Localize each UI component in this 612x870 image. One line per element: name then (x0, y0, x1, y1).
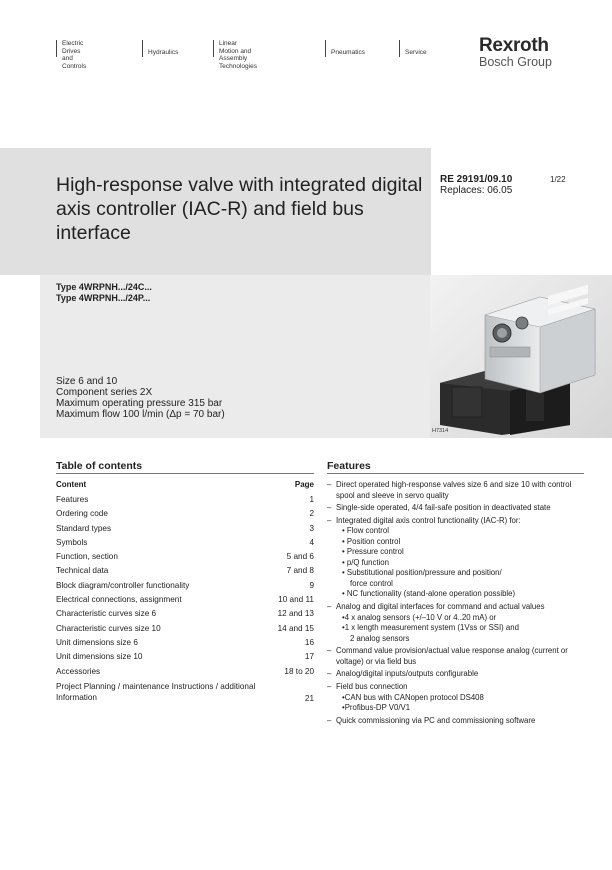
subitem-text: Substitutional position/pressure and position/ (346, 568, 502, 578)
key-specs (56, 376, 225, 420)
toc-page: 1 (309, 495, 314, 504)
feature-text: Integrated digital axis control functionality (IAC-R) for: (336, 515, 521, 525)
toc-label: Accessories (56, 666, 101, 676)
spec-flow: Maximum flow 100 l/min (Δp = 70 bar) (56, 409, 225, 420)
toc-label: Function, section (56, 552, 118, 562)
toc-divider (56, 473, 314, 474)
bullet-glyph: • (342, 612, 345, 622)
toc-label: Technical data (56, 566, 109, 576)
subitem-text: p/Q function (346, 557, 389, 567)
feature-subitem (336, 526, 587, 537)
toc-row[interactable] (56, 536, 314, 550)
type-line-1: Type 4WRPNH.../24C... (56, 282, 152, 292)
subitem-text: NC functionality (stand-alone operation possible) (346, 589, 516, 599)
type-line-2: Type 4WRPNH.../24P... (56, 293, 151, 303)
toc-row[interactable] (56, 650, 314, 664)
toc-row[interactable] (56, 564, 314, 578)
feature-subitem (336, 568, 587, 579)
dash-glyph: – (327, 480, 332, 489)
toc-row[interactable] (56, 550, 314, 564)
nav-service[interactable]: Service (399, 40, 427, 57)
toc-label: Project Planning / maintenance Instructions / additional Information (56, 681, 256, 702)
document-meta (440, 175, 512, 196)
document-title: High-response valve with integrated digital axis controller (IAC-R) and field bus interface (56, 174, 423, 244)
feature-subitem (336, 703, 587, 714)
feature-text: Quick commissioning via PC and commissioning software (336, 715, 536, 725)
toc-row[interactable] (56, 636, 314, 650)
toc-page: 7 and 8 (286, 566, 314, 576)
toc-label: Characteristic curves size 10 (56, 623, 161, 633)
rexroth-logo (479, 36, 579, 69)
toc-page: 12 and 13 (277, 609, 314, 619)
type-designations (56, 282, 152, 304)
features-divider (327, 473, 584, 474)
feature-text: Single-side operated, 4/4 fail-safe position in deactivated state (336, 503, 551, 513)
dash-glyph: – (327, 715, 332, 725)
toc-page: 21 (304, 693, 314, 703)
toc-row[interactable] (56, 622, 314, 636)
toc-page: 5 and 6 (286, 552, 314, 562)
feature-subitem-cont: 2 analog sensors (350, 633, 410, 643)
feature-text: Direct operated high-response valves size 6 and size 10 with control spool and sleeve in servo quality (336, 480, 572, 500)
feature-text: Field bus connection (336, 682, 408, 692)
nav-pneumatics[interactable]: Pneumatics (325, 40, 365, 57)
dash-glyph: – (327, 646, 332, 656)
bullet-glyph: • (342, 568, 345, 578)
toc-label: Standard types (56, 523, 112, 533)
toc-header (56, 480, 314, 489)
toc-row[interactable] (56, 493, 314, 507)
spec-series: Component series 2X (56, 387, 153, 398)
toc-page: 2 (309, 509, 314, 519)
dash-glyph: – (327, 515, 332, 525)
toc-label: Characteristic curves size 6 (56, 609, 157, 619)
subitem-text: Pressure control (346, 547, 404, 557)
subitem-text: Profibus-DP V0/V1 (344, 703, 411, 713)
subitem-text: Flow control (346, 526, 389, 536)
toc-label: Unit dimensions size 10 (56, 652, 143, 662)
toc-page: 3 (309, 523, 314, 533)
feature-subitem (336, 693, 587, 704)
nav-hydraulics[interactable]: Hydraulics (142, 40, 178, 57)
dash-glyph: – (327, 602, 332, 612)
subitem-text: 1 x length measurement system (1Vss or SSI) and (344, 623, 519, 633)
photo-code: H7314 (432, 428, 449, 434)
bullet-glyph: • (342, 692, 345, 702)
feature-item (327, 602, 587, 644)
dash-glyph: – (327, 682, 332, 692)
bullet-glyph: • (342, 536, 345, 546)
toc-page: 18 to 20 (284, 666, 314, 676)
toc-page: 10 and 11 (278, 595, 314, 605)
feature-subitem (336, 623, 587, 634)
toc-label: Unit dimensions size 6 (56, 637, 138, 647)
feature-subitem (336, 558, 587, 569)
nav-linear-motion[interactable]: Linear Motion and Assembly Technologies (213, 40, 257, 57)
spec-size: Size 6 and 10 (56, 376, 118, 387)
toc-row[interactable] (56, 679, 256, 703)
subitem-text: Position control (346, 536, 401, 546)
feature-subitem (336, 613, 587, 624)
feature-subitem (336, 589, 587, 600)
logo-brand: Rexroth (479, 35, 549, 56)
toc-page: 4 (309, 537, 314, 547)
document-replaces: Replaces: 06.05 (440, 184, 513, 196)
toc-row[interactable] (56, 593, 314, 607)
toc-page: 16 (304, 637, 314, 647)
feature-item (327, 682, 587, 714)
toc-label: Block diagram/controller functionality (56, 580, 190, 590)
feature-subitem (336, 537, 587, 548)
spec-pressure: Maximum operating pressure 315 bar (56, 398, 223, 409)
bullet-glyph: • (342, 557, 345, 567)
subitem-text: CAN bus with CANopen protocol DS408 (344, 692, 484, 702)
toc-row[interactable] (56, 522, 314, 536)
page-number: 1/22 (550, 175, 566, 184)
toc-label: Ordering code (56, 509, 108, 519)
bullet-glyph: • (342, 703, 345, 713)
bullet-glyph: • (342, 623, 345, 633)
feature-subitem (336, 547, 587, 558)
feature-subitem-cont: force control (350, 578, 393, 588)
features-list (327, 480, 587, 729)
document-ref: RE 29191/09.10 (440, 174, 513, 185)
feature-item (327, 516, 587, 600)
bullet-glyph: • (342, 589, 345, 599)
subitem-text: 4 x analog sensors (+/–10 V or 4..20 mA) or (344, 612, 497, 622)
toc-row[interactable] (56, 607, 314, 621)
features-title: Features (327, 460, 371, 472)
toc-page: 17 (304, 652, 314, 662)
toc-page: 9 (309, 580, 314, 590)
toc-page: 14 and 15 (277, 623, 314, 633)
dash-glyph: – (327, 503, 332, 513)
toc-label: Features (56, 495, 89, 504)
toc-col-content: Content (56, 480, 87, 489)
feature-text: Command value provision/actual value response analog (current or voltage) or via field bus (336, 646, 568, 666)
toc-row[interactable] (56, 507, 314, 521)
bullet-glyph: • (342, 547, 345, 557)
nav-electric-drives[interactable]: Electric Drives and Controls (56, 40, 86, 57)
feature-text: Analog and digital interfaces for command and actual values (336, 602, 545, 612)
toc-col-page: Page (294, 480, 314, 489)
toc-label: Electrical connections, assignment (56, 595, 182, 605)
feature-item (327, 646, 587, 667)
toc-title: Table of contents (56, 460, 143, 472)
toc-row[interactable] (56, 665, 314, 679)
dash-glyph: – (327, 669, 332, 679)
feature-item (327, 480, 587, 501)
toc-list (56, 493, 314, 703)
product-photo (430, 275, 612, 438)
logo-group: Bosch Group (479, 55, 552, 69)
feature-item (327, 716, 587, 727)
toc-label: Symbols (56, 537, 88, 547)
valve-illustration (430, 275, 612, 438)
feature-text: Analog/digital inputs/outputs configurable (336, 669, 479, 679)
feature-item (327, 669, 587, 680)
toc-row[interactable] (56, 579, 314, 593)
bullet-glyph: • (342, 526, 345, 536)
feature-item (327, 503, 587, 514)
